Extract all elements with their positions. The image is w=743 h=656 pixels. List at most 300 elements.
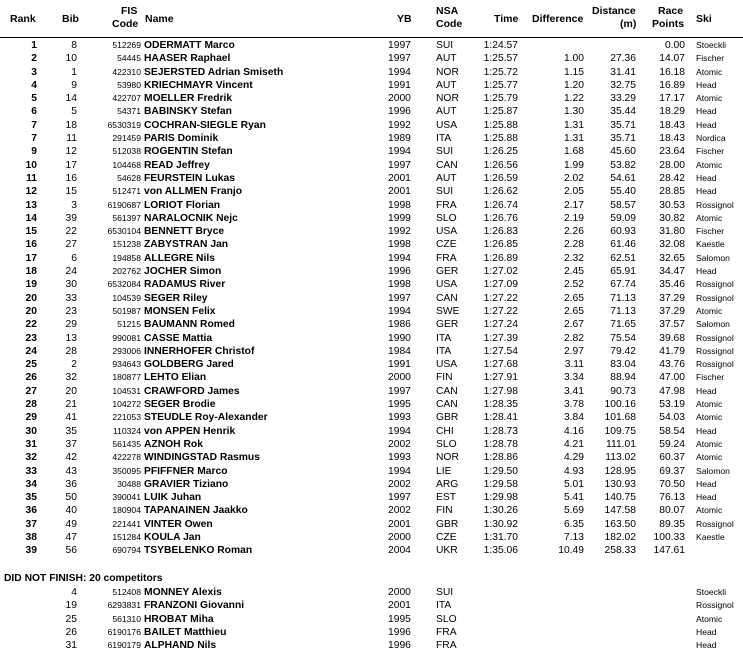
cell-pts: 37.29 xyxy=(659,292,685,304)
cell-bib: 49 xyxy=(65,518,77,530)
cell-yb: 1997 xyxy=(388,492,411,504)
cell-yb: 1992 xyxy=(388,119,411,131)
cell-yb: 1998 xyxy=(388,279,411,291)
cell-fis: 221053 xyxy=(112,412,141,423)
cell-rank: 18 xyxy=(25,266,37,278)
table-row xyxy=(0,252,743,265)
cell-diff: 4.93 xyxy=(563,465,584,477)
cell-time: 1:30.92 xyxy=(483,518,518,530)
cell-diff: 6.35 xyxy=(563,518,584,530)
cell-nsa: AUT xyxy=(436,79,457,91)
cell-time: 1:25.77 xyxy=(483,79,518,91)
cell-yb: 1993 xyxy=(388,452,411,464)
cell-dist: 258.33 xyxy=(604,545,636,557)
cell-fis: 54628 xyxy=(117,172,141,183)
cell-pts: 32.08 xyxy=(659,239,685,251)
cell-dist: 54.61 xyxy=(610,172,636,184)
cell-name: BAILET Matthieu xyxy=(144,626,227,638)
cell-dist: 113.02 xyxy=(605,452,636,464)
cell-ski: Atomic xyxy=(696,613,723,624)
cell-name: LORIOT Florian xyxy=(144,199,221,211)
cell-nsa: CZE xyxy=(436,239,457,251)
cell-yb: 2002 xyxy=(388,478,411,490)
cell-time: 1:27.98 xyxy=(483,385,518,397)
cell-rank: 24 xyxy=(25,345,37,357)
cell-bib: 2 xyxy=(71,359,77,371)
cell-pts: 18.43 xyxy=(659,133,685,145)
cell-fis: 202762 xyxy=(112,266,141,277)
cell-nsa: CAN xyxy=(436,399,458,411)
header-divider xyxy=(0,37,743,38)
cell-name: von ALLMEN Franjo xyxy=(144,186,243,198)
cell-dist: 130.93 xyxy=(604,478,636,490)
cell-fis: 390041 xyxy=(112,492,141,503)
cell-pts: 35.46 xyxy=(659,279,685,291)
cell-nsa: SLO xyxy=(436,438,457,450)
table-row xyxy=(0,599,743,612)
cell-bib: 11 xyxy=(66,133,77,145)
table-row xyxy=(0,79,743,92)
cell-fis: 51215 xyxy=(117,319,141,330)
cell-dist: 71.65 xyxy=(610,319,636,331)
cell-yb: 1994 xyxy=(388,425,411,437)
cell-rank: 29 xyxy=(25,412,37,424)
cell-rank: 13 xyxy=(25,199,37,211)
cell-yb: 2001 xyxy=(388,600,411,612)
cell-diff: 4.21 xyxy=(563,438,584,450)
cell-nsa: ITA xyxy=(436,332,452,344)
cell-nsa: AUT xyxy=(436,172,457,184)
dnf-title: DID NOT FINISH: 20 competitors xyxy=(4,573,163,584)
cell-time: 1:26.76 xyxy=(483,212,518,224)
cell-time: 1:26.56 xyxy=(483,159,518,171)
cell-nsa: CHI xyxy=(436,425,454,437)
cell-ski: Head xyxy=(696,186,717,197)
cell-nsa: FRA xyxy=(436,626,457,638)
cell-ski: Rossignol xyxy=(696,199,734,210)
cell-pts: 59.24 xyxy=(659,438,685,450)
cell-pts: 60.37 xyxy=(659,452,685,464)
cell-yb: 1996 xyxy=(388,626,411,638)
cell-name: BABINSKY Stefan xyxy=(144,106,232,118)
cell-pts: 47.00 xyxy=(659,372,685,384)
table-row xyxy=(0,491,743,504)
cell-rank: 31 xyxy=(25,438,37,450)
cell-ski: Nordica xyxy=(696,133,726,144)
cell-time: 1:25.79 xyxy=(483,93,518,105)
cell-ski: Head xyxy=(696,640,717,651)
table-row xyxy=(0,451,743,464)
cell-nsa: USA xyxy=(436,119,458,131)
cell-fis: 990081 xyxy=(112,332,141,343)
cell-ski: Rossignol xyxy=(696,292,734,303)
cell-time: 1:26.83 xyxy=(483,226,518,238)
cell-ski: Stoeckli xyxy=(696,587,727,597)
cell-rank: 11 xyxy=(26,172,37,184)
cell-pts: 70.50 xyxy=(659,478,685,490)
table-row xyxy=(0,265,743,278)
table-header xyxy=(0,0,743,40)
cell-bib: 27 xyxy=(65,239,77,251)
cell-diff: 1.00 xyxy=(563,53,584,65)
cell-bib: 50 xyxy=(65,492,77,504)
cell-yb: 1998 xyxy=(388,199,411,211)
cell-name: SEJERSTED Adrian Smiseth xyxy=(144,66,284,78)
cell-ski: Atomic xyxy=(696,93,723,104)
cell-diff: 2.97 xyxy=(563,345,584,357)
table-row xyxy=(0,185,743,198)
header-distance-unit: (m) xyxy=(620,18,637,30)
cell-diff: 3.11 xyxy=(564,359,584,371)
cell-diff: 1.22 xyxy=(563,93,584,105)
cell-rank: 32 xyxy=(25,452,37,464)
cell-yb: 1989 xyxy=(388,133,411,145)
cell-time: 1:35.06 xyxy=(483,545,518,557)
cell-pts: 16.18 xyxy=(659,66,685,78)
cell-dist: 65.91 xyxy=(610,266,636,278)
table-row xyxy=(0,39,743,52)
cell-pts: 30.53 xyxy=(659,199,685,211)
cell-rank: 23 xyxy=(25,332,37,344)
cell-bib: 1 xyxy=(71,66,77,78)
cell-rank: 3 xyxy=(31,66,37,78)
table-row xyxy=(0,371,743,384)
cell-diff: 7.13 xyxy=(563,531,584,543)
cell-pts: 0.00 xyxy=(664,40,685,51)
table-row xyxy=(0,358,743,371)
cell-dist: 147.58 xyxy=(604,505,636,517)
table-row xyxy=(0,238,743,251)
cell-ski: Fischer xyxy=(696,146,725,157)
cell-time: 1:27.68 xyxy=(483,359,518,371)
cell-dist: 62.51 xyxy=(610,252,636,264)
cell-name: CASSE Mattia xyxy=(144,332,213,344)
cell-name: SEGER Brodie xyxy=(144,399,216,411)
cell-time: 1:26.74 xyxy=(483,199,518,211)
cell-yb: 1994 xyxy=(388,305,411,317)
cell-time: 1:27.22 xyxy=(483,292,518,304)
cell-diff: 1.99 xyxy=(563,159,584,171)
cell-rank: 34 xyxy=(25,478,37,490)
cell-diff: 3.78 xyxy=(563,399,584,411)
cell-time: 1:26.89 xyxy=(483,252,518,264)
cell-rank: 12 xyxy=(25,186,37,198)
cell-nsa: SUI xyxy=(436,40,454,51)
cell-ski: Rossignol xyxy=(696,345,734,356)
cell-yb: 2000 xyxy=(388,587,411,598)
header-nsa: NSA xyxy=(436,5,459,17)
cell-ski: Rossignol xyxy=(696,332,734,343)
cell-pts: 14.07 xyxy=(659,53,685,65)
cell-dist: 83.04 xyxy=(610,359,636,371)
cell-dist: 75.54 xyxy=(610,332,636,344)
cell-diff: 2.28 xyxy=(563,239,584,251)
cell-bib: 25 xyxy=(65,613,77,625)
cell-rank: 5 xyxy=(31,93,37,105)
cell-diff: 1.20 xyxy=(563,79,584,91)
cell-fis: 151284 xyxy=(112,531,141,542)
cell-name: ALLEGRE Nils xyxy=(144,252,215,264)
cell-name: VINTER Owen xyxy=(144,518,213,530)
cell-fis: 110324 xyxy=(112,425,141,436)
cell-rank: 1 xyxy=(31,40,37,51)
cell-fis: 501987 xyxy=(112,305,141,316)
cell-bib: 33 xyxy=(65,292,77,304)
cell-rank: 30 xyxy=(25,425,37,437)
cell-fis: 180904 xyxy=(112,505,141,516)
cell-dist: 53.82 xyxy=(610,159,636,171)
cell-nsa: UKR xyxy=(436,545,458,557)
cell-rank: 27 xyxy=(25,385,37,397)
cell-fis: 6530104 xyxy=(107,226,141,237)
cell-bib: 24 xyxy=(65,266,77,278)
cell-rank: 7 xyxy=(31,133,37,145)
cell-yb: 1996 xyxy=(388,106,411,118)
cell-ski: Kaestle xyxy=(696,239,725,250)
cell-time: 1:28.73 xyxy=(483,425,518,437)
cell-yb: 2002 xyxy=(388,438,411,450)
cell-name: GOLDBERG Jared xyxy=(144,359,234,371)
table-row xyxy=(0,332,743,345)
cell-nsa: NOR xyxy=(436,452,459,464)
cell-yb: 1997 xyxy=(388,385,411,397)
cell-dist: 100.16 xyxy=(604,399,636,411)
cell-nsa: GER xyxy=(436,319,459,331)
cell-dist: 58.57 xyxy=(610,199,636,211)
cell-time: 1:28.41 xyxy=(483,412,518,424)
cell-dist: 71.13 xyxy=(610,292,636,304)
cell-yb: 2000 xyxy=(388,93,411,105)
cell-nsa: SLO xyxy=(436,613,457,625)
cell-time: 1:25.88 xyxy=(483,133,518,145)
table-row xyxy=(0,531,743,544)
cell-bib: 15 xyxy=(65,186,77,198)
header-time: Time xyxy=(494,13,519,25)
cell-fis: 151238 xyxy=(112,239,141,250)
cell-ski: Atomic xyxy=(696,399,723,410)
cell-pts: 100.33 xyxy=(653,531,685,543)
cell-rank: 9 xyxy=(31,146,37,158)
cell-bib: 28 xyxy=(65,345,77,357)
cell-time: 1:27.22 xyxy=(483,305,518,317)
cell-dist: 35.44 xyxy=(610,106,636,118)
cell-name: BENNETT Bryce xyxy=(144,226,225,238)
cell-fis: 104468 xyxy=(112,159,141,170)
cell-ski: Atomic xyxy=(696,66,723,77)
cell-fis: 221441 xyxy=(112,518,141,529)
cell-nsa: FRA xyxy=(436,252,457,264)
table-row xyxy=(0,292,743,305)
cell-bib: 20 xyxy=(65,385,77,397)
table-row xyxy=(0,172,743,185)
cell-rank: 2 xyxy=(31,53,37,65)
cell-name: NARALOCNIK Nejc xyxy=(144,212,238,224)
cell-fis: 512408 xyxy=(112,587,141,597)
cell-ski: Atomic xyxy=(696,452,723,463)
cell-dist: 90.73 xyxy=(610,385,636,397)
table-row xyxy=(0,398,743,411)
cell-nsa: ARG xyxy=(436,478,459,490)
header-fis: FIS xyxy=(121,5,138,17)
cell-bib: 35 xyxy=(65,425,77,437)
cell-ski: Atomic xyxy=(696,412,723,423)
cell-nsa: NOR xyxy=(436,93,459,105)
cell-nsa: SUI xyxy=(436,146,454,158)
cell-name: ZABYSTRAN Jan xyxy=(144,239,229,251)
cell-pts: 28.00 xyxy=(659,159,685,171)
cell-name: RADAMUS River xyxy=(144,279,226,291)
cell-time: 1:30.26 xyxy=(483,505,518,517)
cell-ski: Head xyxy=(696,172,717,183)
cell-ski: Fischer xyxy=(696,372,725,383)
cell-name: JOCHER Simon xyxy=(144,266,222,278)
table-row xyxy=(0,639,743,652)
cell-name: SEGER Riley xyxy=(144,292,208,304)
cell-name: STEUDLE Roy-Alexander xyxy=(144,412,268,424)
cell-rank: 33 xyxy=(25,465,37,477)
cell-time: 1:28.35 xyxy=(483,399,518,411)
cell-fis: 6532084 xyxy=(107,279,141,290)
cell-nsa: FRA xyxy=(436,199,457,211)
cell-nsa: FIN xyxy=(436,505,453,517)
cell-pts: 69.37 xyxy=(659,465,685,477)
cell-rank: 10 xyxy=(25,159,37,171)
cell-diff: 5.41 xyxy=(563,492,584,504)
cell-pts: 18.29 xyxy=(659,106,685,118)
header-nsa-code: Code xyxy=(436,18,463,30)
cell-pts: 80.07 xyxy=(659,505,685,517)
cell-fis: 561310 xyxy=(112,613,141,624)
cell-fis: 561397 xyxy=(112,212,141,223)
cell-rank: 38 xyxy=(25,531,37,543)
cell-bib: 37 xyxy=(65,438,77,450)
cell-bib: 29 xyxy=(65,319,77,331)
cell-time: 1:25.57 xyxy=(483,53,518,65)
cell-name: HROBAT Miha xyxy=(144,613,214,625)
cell-bib: 17 xyxy=(65,159,77,171)
cell-fis: 512269 xyxy=(112,40,141,50)
cell-fis: 350095 xyxy=(112,465,141,476)
table-row xyxy=(0,544,743,557)
cell-time: 1:27.39 xyxy=(483,332,518,344)
cell-yb: 1996 xyxy=(388,640,411,652)
cell-dist: 109.75 xyxy=(604,425,636,437)
cell-pts: 147.61 xyxy=(653,545,685,557)
cell-yb: 1993 xyxy=(388,412,411,424)
header-race: Race xyxy=(658,5,684,17)
cell-nsa: USA xyxy=(436,279,458,291)
cell-dist: 61.46 xyxy=(610,239,636,251)
cell-fis: 54445 xyxy=(117,53,141,64)
cell-rank: 37 xyxy=(25,518,37,530)
cell-rank: 26 xyxy=(25,372,37,384)
cell-time: 1:29.98 xyxy=(483,492,518,504)
cell-bib: 22 xyxy=(65,226,77,238)
table-row xyxy=(0,613,743,626)
cell-rank: 6 xyxy=(31,106,37,118)
cell-dist: 79.42 xyxy=(610,345,636,357)
cell-dist: 45.60 xyxy=(610,146,636,158)
cell-ski: Head xyxy=(696,626,717,637)
cell-yb: 1996 xyxy=(388,266,411,278)
cell-bib: 3 xyxy=(71,199,77,211)
cell-nsa: ITA xyxy=(436,133,452,145)
cell-ski: Rossignol xyxy=(696,600,734,611)
cell-ski: Head xyxy=(696,385,717,396)
cell-dist: 32.75 xyxy=(610,79,636,91)
cell-yb: 2001 xyxy=(388,518,411,530)
cell-ski: Rossignol xyxy=(696,359,734,370)
cell-rank: 7 xyxy=(31,119,37,131)
cell-yb: 1990 xyxy=(388,332,411,344)
cell-bib: 30 xyxy=(65,279,77,291)
table-row xyxy=(0,586,743,599)
cell-ski: Salomon xyxy=(696,319,730,330)
cell-pts: 58.54 xyxy=(659,425,685,437)
cell-fis: 180877 xyxy=(112,372,141,383)
cell-time: 1:26.59 xyxy=(483,172,518,184)
cell-yb: 1992 xyxy=(388,226,411,238)
table-row xyxy=(0,425,743,438)
cell-pts: 30.82 xyxy=(659,212,685,224)
cell-ski: Atomic xyxy=(696,305,723,316)
cell-name: MONNEY Alexis xyxy=(144,587,222,598)
cell-pts: 54.03 xyxy=(659,412,685,424)
cell-time: 1:29.50 xyxy=(483,465,518,477)
cell-name: KRIECHMAYR Vincent xyxy=(144,79,253,91)
cell-yb: 1991 xyxy=(388,359,411,371)
cell-name: HAASER Raphael xyxy=(144,53,231,65)
cell-rank: 17 xyxy=(25,252,37,264)
cell-ski: Atomic xyxy=(696,438,723,449)
cell-name: FRANZONI Giovanni xyxy=(144,600,245,612)
cell-bib: 5 xyxy=(71,106,77,118)
cell-name: ODERMATT Marco xyxy=(144,40,235,51)
cell-bib: 9 xyxy=(71,79,77,91)
cell-diff: 2.26 xyxy=(563,226,584,238)
cell-rank: 19 xyxy=(25,279,37,291)
cell-time: 1:26.25 xyxy=(483,146,518,158)
cell-name: READ Jeffrey xyxy=(144,159,210,171)
results-table xyxy=(0,39,743,558)
cell-name: GRAVIER Tiziano xyxy=(144,478,229,490)
cell-time: 1:25.72 xyxy=(483,66,518,78)
cell-pts: 28.85 xyxy=(659,186,685,198)
cell-fis: 104539 xyxy=(112,292,141,303)
cell-time: 1:27.54 xyxy=(483,345,518,357)
cell-fis: 6293831 xyxy=(107,600,141,611)
cell-rank: 22 xyxy=(25,319,37,331)
cell-fis: 30488 xyxy=(117,478,141,489)
cell-bib: 14 xyxy=(65,93,77,105)
table-row xyxy=(0,318,743,331)
cell-yb: 2001 xyxy=(388,186,411,198)
table-row xyxy=(0,52,743,65)
cell-diff: 2.82 xyxy=(563,332,584,344)
cell-rank: 36 xyxy=(25,505,37,517)
table-row xyxy=(0,66,743,79)
cell-fis: 6190179 xyxy=(107,640,141,651)
cell-ski: Head xyxy=(696,478,717,489)
cell-dist: 101.68 xyxy=(604,412,636,424)
cell-ski: Fischer xyxy=(696,53,725,64)
cell-rank: 25 xyxy=(25,359,37,371)
cell-rank: 20 xyxy=(25,292,37,304)
cell-pts: 31.80 xyxy=(659,226,685,238)
cell-name: TAPANAINEN Jaakko xyxy=(144,505,248,517)
cell-ski: Fischer xyxy=(696,226,725,237)
table-row xyxy=(0,478,743,491)
